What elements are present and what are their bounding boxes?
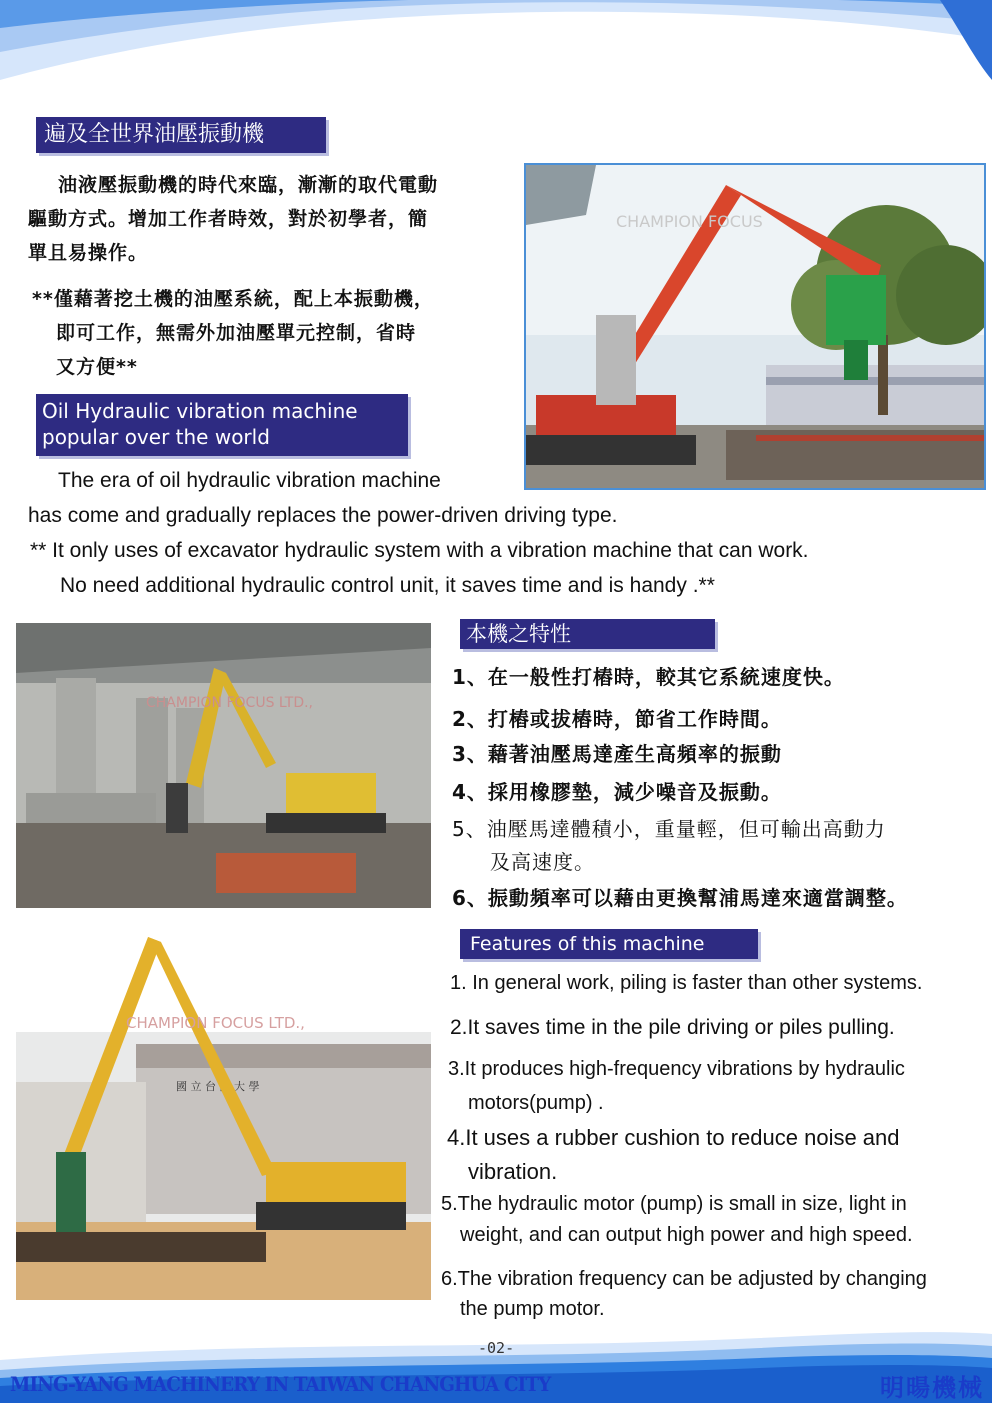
photo-watermark: CHAMPION FOCUS	[616, 212, 763, 231]
intro-zh-line: 驅動方式。增加工作者時效，對於初學者，簡	[28, 208, 429, 230]
photo-bridge-site	[16, 623, 431, 908]
feature-en-item: 4.It uses a rubber cushion to reduce noise and	[447, 1125, 900, 1150]
feature-en-item: weight, and can output high power and high speed.	[460, 1224, 913, 1246]
feature-en-item: motors(pump) .	[468, 1092, 604, 1114]
intro-zh-line: 單且易操作。	[28, 242, 149, 264]
feature-en-item: 5.The hydraulic motor (pump) is small in size, light in	[441, 1193, 907, 1215]
intro-zh-note: 又方便**	[56, 356, 138, 378]
footer-logo: 明暘機械	[880, 1374, 984, 1402]
feature-en-item: 6.The vibration frequency can be adjusted by changing	[441, 1268, 927, 1290]
footer-company: MING-YANG MACHINERY IN TAIWAN CHANGHUA CITY	[10, 1372, 551, 1396]
feature-zh-item: 1、在一般性打樁時，較其它系統速度快。	[452, 665, 845, 689]
title-zh-banner	[36, 117, 326, 153]
title-en-line: popular over the world	[42, 425, 270, 449]
photo-long-reach-excavator	[16, 932, 431, 1300]
intro-zh-note: **僅藉著挖土機的油壓系統，配上本振動機，	[32, 288, 434, 310]
feature-zh-item: 3、藉著油壓馬達產生高頻率的振動	[452, 742, 782, 766]
intro-en-line: The era of oil hydraulic vibration machine	[58, 469, 441, 492]
title-en-banner	[36, 394, 408, 456]
feature-en-item: 2.It saves time in the pile driving or piles pulling.	[450, 1016, 895, 1039]
feature-en-item: 3.It produces high-frequency vibrations by hydraulic	[448, 1058, 905, 1080]
feature-zh-item: 2、打樁或拔樁時，節省工作時間。	[452, 707, 782, 731]
feature-zh-item: 5、油壓馬達體積小，重量輕，但可輸出高動力	[452, 817, 886, 841]
photo-watermark: CHAMPION FOCUS LTD.,	[146, 695, 314, 711]
photo-red-excavator	[524, 163, 986, 490]
features-en-banner	[460, 929, 758, 959]
feature-en-item: 1. In general work, piling is faster than other systems.	[450, 972, 923, 994]
title-zh: 遍及全世界油壓振動機	[44, 122, 265, 147]
features-zh-title: 本機之特性	[466, 622, 571, 646]
intro-en-line: No need additional hydraulic control unit, it saves time and is handy .**	[60, 574, 715, 597]
page-number: -02-	[478, 1339, 515, 1357]
feature-en-item: vibration.	[468, 1159, 558, 1184]
bridge-illustration	[16, 623, 431, 908]
intro-zh-note: 即可工作，無需外加油壓單元控制，省時	[56, 322, 417, 344]
intro-en-line: has come and gradually replaces the power-driven driving type.	[28, 504, 618, 527]
building-sign: 國 立 台 灣 大 學	[176, 1080, 260, 1093]
intro-zh	[28, 168, 524, 384]
excavator-illustration	[526, 165, 986, 490]
features-zh-banner	[460, 619, 715, 649]
feature-en-item: the pump motor.	[460, 1298, 605, 1320]
features-en-title: Features of this machine	[470, 933, 705, 955]
intro-en-line: ** It only uses of excavator hydraulic system with a vibration machine that can work.	[30, 539, 809, 562]
top-wave-decoration	[0, 0, 992, 110]
photo-watermark: CHAMPION FOCUS LTD.,	[126, 1014, 305, 1032]
title-en-line: Oil Hydraulic vibration machine	[42, 399, 358, 423]
feature-zh-item: 4、採用橡膠墊，減少噪音及振動。	[452, 780, 782, 804]
intro-zh-line: 油液壓振動機的時代來臨，漸漸的取代電動	[58, 174, 439, 196]
feature-zh-item: 6、振動頻率可以藉由更換幫浦馬達來適當調整。	[452, 886, 908, 910]
intro-en	[28, 463, 978, 603]
feature-zh-item: 及高速度。	[490, 850, 595, 874]
long-reach-illustration	[16, 932, 431, 1300]
